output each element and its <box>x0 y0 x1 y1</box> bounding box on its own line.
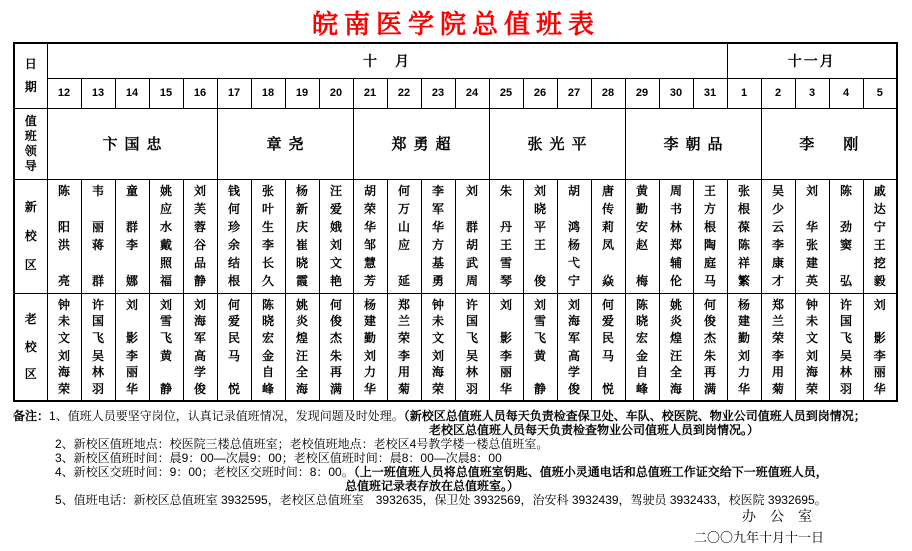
new-campus-row <box>14 179 897 293</box>
signature-date: 二〇〇九年十月十一日 <box>694 530 825 545</box>
date-cell: 13 <box>81 78 115 108</box>
old-campus-day-cell <box>863 293 897 401</box>
duty-person-name: 张 叶 生 <box>261 184 274 234</box>
new-campus-day-cell <box>319 179 353 293</box>
date-row-label <box>14 43 47 108</box>
duty-person-name: 陶 庭 马 <box>703 238 716 288</box>
new-campus-day-cell <box>591 179 625 293</box>
duty-person-name: 窦 弘 <box>839 238 852 288</box>
note-1-bold-text: （新校区总值班人员每天负责检查保卫处、车队、校医院、物业公司值班人员到岗情况； <box>403 409 866 423</box>
note-line-3: 3、新校区值班时间：晨9：00—次晨9：00；老校区值班时间：晨8：00—次晨8：00 <box>55 451 502 465</box>
new-campus-day-cell <box>387 179 421 293</box>
date-cell: 21 <box>353 78 387 108</box>
duty-person-name: 何 爱 民 <box>601 297 614 345</box>
old-campus-day-cell <box>319 293 353 401</box>
duty-person-name: 朱 再 满 <box>703 348 716 396</box>
duty-person-name: 胡 荣 华 <box>363 184 376 234</box>
duty-person-name: 许 国 飞 <box>465 297 478 345</box>
duty-person-name: 吴 少 云 <box>771 184 784 234</box>
old-campus-row <box>14 293 897 401</box>
new-campus-day-cell <box>149 179 183 293</box>
duty-person-name: 王 挖 毅 <box>873 238 886 288</box>
date-cell: 17 <box>217 78 251 108</box>
note-4-text: 4、新校区交班时间：9：00；老校区交班时间：8：00。 <box>55 465 354 479</box>
duty-person-name: 钟 未 文 <box>431 297 444 345</box>
date-cell: 29 <box>625 78 659 108</box>
duty-person-name: 姚 应 水 <box>159 184 172 234</box>
date-cell: 30 <box>659 78 693 108</box>
duty-person-name: 姚 炎 煌 <box>295 297 308 345</box>
date-cell: 16 <box>183 78 217 108</box>
old-campus-day-cell <box>489 293 523 401</box>
duty-person-name: 刘 力 华 <box>737 348 750 396</box>
duty-person-name: 吴 林 羽 <box>465 348 478 396</box>
date-cell: 3 <box>795 78 829 108</box>
duty-person-name: 高 学 俊 <box>567 348 580 396</box>
duty-person-name: 姚 炎 煌 <box>669 297 682 345</box>
duty-person-name: 刘 力 华 <box>363 348 376 396</box>
duty-person-name: 李 用 菊 <box>771 348 784 396</box>
old-campus-day-cell <box>81 293 115 401</box>
leader-name-cell: 卞国忠 <box>47 108 217 179</box>
duty-person-name: 戴 照 福 <box>159 238 172 288</box>
new-campus-day-cell <box>217 179 251 293</box>
date-cell: 31 <box>693 78 727 108</box>
new-campus-day-cell <box>47 179 81 293</box>
new-campus-day-cell <box>81 179 115 293</box>
duty-person-name: 许 国 飞 <box>839 297 852 345</box>
duty-person-name: 陈 晓 宏 <box>635 297 648 345</box>
duty-person-name: 刘 影 <box>125 297 138 345</box>
duty-person-name: 李 用 菊 <box>397 348 410 396</box>
old-campus-row-label-text: 老 校 区 <box>24 312 37 382</box>
new-campus-day-cell <box>795 179 829 293</box>
old-campus-day-cell <box>659 293 693 401</box>
duty-person-name: 李 丽 华 <box>499 348 512 396</box>
old-campus-day-cell <box>455 293 489 401</box>
date-cell: 23 <box>421 78 455 108</box>
duty-person-name: 黄 静 <box>159 348 172 396</box>
duty-person-name: 郑 辅 伦 <box>669 238 682 288</box>
date-cell: 4 <box>829 78 863 108</box>
duty-person-name: 戚 达 宁 <box>873 184 886 234</box>
old-campus-day-cell <box>557 293 591 401</box>
note-4-bold-text: （上一班值班人员将总值班室钥匙、值班小灵通电话和总值班工作证交给下一班值班人员， <box>353 465 828 479</box>
duty-person-name: 李 长 久 <box>261 238 274 288</box>
duty-person-name: 王 俊 <box>533 238 546 288</box>
duty-person-name: 郑 兰 荣 <box>771 297 784 345</box>
note-1-continued: 老校区总值班人员每天负责检查物业公司值班人员到岗情况。） <box>429 423 760 437</box>
duty-person-name: 刘 影 <box>873 297 886 345</box>
note-line-5: 5、值班电话：新校区总值班室 3932595，老校区总值班室 3932635，保卫处 3932569，治安科 3932439，驾驶员 3932433，校医院 3932695。 <box>55 493 827 507</box>
old-campus-day-cell <box>591 293 625 401</box>
duty-person-name: 谷 品 静 <box>193 238 206 288</box>
date-row-label-text: 日 期 <box>24 57 37 95</box>
new-campus-day-cell <box>523 179 557 293</box>
old-campus-row-label <box>14 293 47 401</box>
note-4-continued: 总值班记录表存放在总值班室。） <box>345 479 520 493</box>
duty-person-name: 刘 群 <box>465 184 478 234</box>
duty-person-name: 唐 传 莉 <box>601 184 614 234</box>
new-campus-day-cell <box>115 179 149 293</box>
note-line-2: 2、新校区值班地点：校医院三楼总值班室；老校值班地点：老校区4号教学楼一楼总值班室。 <box>55 437 549 451</box>
date-cell: 5 <box>863 78 897 108</box>
duty-person-name: 刘 文 艳 <box>329 238 342 288</box>
old-campus-day-cell <box>285 293 319 401</box>
duty-person-name: 周 书 林 <box>669 184 682 234</box>
duty-person-name: 杨 建 勤 <box>363 297 376 345</box>
duty-person-name: 刘 海 荣 <box>431 348 444 396</box>
duty-person-name: 刘 华 <box>805 184 818 234</box>
duty-person-name: 马 悦 <box>601 348 614 396</box>
new-campus-day-cell <box>625 179 659 293</box>
duty-person-name: 杨 弋 宁 <box>567 238 580 288</box>
leader-name-cell: 张光平 <box>489 108 625 179</box>
date-cell: 14 <box>115 78 149 108</box>
old-campus-day-cell <box>183 293 217 401</box>
duty-person-name: 崔 晓 霞 <box>295 238 308 288</box>
duty-leaders-row <box>14 108 897 179</box>
duty-person-name: 何 俊 杰 <box>329 297 342 345</box>
new-campus-day-cell <box>285 179 319 293</box>
new-campus-day-cell <box>251 179 285 293</box>
duty-person-name: 黄 静 <box>533 348 546 396</box>
dates-row <box>14 78 897 108</box>
date-cell: 19 <box>285 78 319 108</box>
month-november-cell: 十一月 <box>727 43 897 78</box>
old-campus-day-cell <box>251 293 285 401</box>
new-campus-day-cell <box>693 179 727 293</box>
date-cell: 12 <box>47 78 81 108</box>
duty-person-name: 方 基 勇 <box>431 238 444 288</box>
notes-label: 备注： <box>13 409 50 423</box>
new-campus-day-cell <box>421 179 455 293</box>
date-cell: 25 <box>489 78 523 108</box>
duty-person-name: 何 俊 杰 <box>703 297 716 345</box>
duty-person-name: 金 自 峰 <box>261 348 274 396</box>
old-campus-day-cell <box>761 293 795 401</box>
duty-person-name: 凤 焱 <box>601 238 614 288</box>
new-campus-day-cell <box>353 179 387 293</box>
duty-person-name: 黄 勤 安 <box>635 184 648 234</box>
date-cell: 20 <box>319 78 353 108</box>
new-campus-day-cell <box>829 179 863 293</box>
duty-person-name: 刘 海 荣 <box>805 348 818 396</box>
duty-person-name: 应 延 <box>397 238 410 288</box>
old-campus-day-cell <box>217 293 251 401</box>
old-campus-day-cell <box>795 293 829 401</box>
new-campus-day-cell <box>455 179 489 293</box>
duty-person-name: 胡 武 周 <box>465 238 478 288</box>
duty-person-name: 刘 海 军 <box>567 297 580 345</box>
duty-person-name: 李 丽 华 <box>125 348 138 396</box>
date-cell: 27 <box>557 78 591 108</box>
duty-person-name: 朱 丹 <box>499 184 512 234</box>
new-campus-day-cell <box>727 179 761 293</box>
old-campus-day-cell <box>693 293 727 401</box>
old-campus-day-cell <box>421 293 455 401</box>
note-1-text: 1、值班人员要坚守岗位，认真记录值班情况，发现问题及时处理。 <box>49 409 404 423</box>
old-campus-day-cell <box>115 293 149 401</box>
leader-name-cell: 章尧 <box>217 108 353 179</box>
old-campus-day-cell <box>149 293 183 401</box>
date-cell: 26 <box>523 78 557 108</box>
duty-person-name: 钟 未 文 <box>57 297 70 345</box>
duty-person-name: 童 群 <box>125 184 138 234</box>
leader-name-cell: 李 刚 <box>761 108 897 179</box>
duty-person-name: 金 自 峰 <box>635 348 648 396</box>
new-campus-row-label <box>14 179 47 293</box>
duty-person-name: 刘 海 荣 <box>57 348 70 396</box>
date-cell: 18 <box>251 78 285 108</box>
old-campus-day-cell <box>47 293 81 401</box>
duty-person-name: 陈 劲 <box>839 184 852 234</box>
duty-person-name: 李 军 华 <box>431 184 444 234</box>
duty-person-name: 吴 林 羽 <box>839 348 852 396</box>
old-campus-day-cell <box>353 293 387 401</box>
duty-person-name: 李 康 才 <box>771 238 784 288</box>
old-campus-day-cell <box>387 293 421 401</box>
duty-person-name: 钱 何 珍 <box>227 184 240 234</box>
duty-person-name: 李 丽 华 <box>873 348 886 396</box>
duty-person-name: 刘 雪 飞 <box>533 297 546 345</box>
leader-name-cell: 郑勇超 <box>353 108 489 179</box>
notes-section <box>13 409 910 507</box>
note-line-4 <box>55 465 910 479</box>
duty-person-name: 余 结 根 <box>227 238 240 288</box>
duty-person-name: 汪 爱 娥 <box>329 184 342 234</box>
duty-person-name: 邹 慧 芳 <box>363 238 376 288</box>
duty-person-name: 何 爱 民 <box>227 297 240 345</box>
duty-person-name: 杨 新 庆 <box>295 184 308 234</box>
duty-person-name: 杨 建 勤 <box>737 297 750 345</box>
duty-person-name: 韦 丽 <box>91 184 104 234</box>
month-header-row <box>14 43 897 78</box>
old-campus-day-cell <box>523 293 557 401</box>
new-campus-day-cell <box>183 179 217 293</box>
duty-person-name: 刘 雪 飞 <box>159 297 172 345</box>
new-campus-day-cell <box>761 179 795 293</box>
duty-person-name: 赵 梅 <box>635 238 648 288</box>
leader-row-label-text: 值 班 领 导 <box>24 113 37 174</box>
duty-person-name: 汪 全 海 <box>295 348 308 396</box>
new-campus-day-cell <box>659 179 693 293</box>
old-campus-day-cell <box>727 293 761 401</box>
new-campus-day-cell <box>863 179 897 293</box>
duty-person-name: 刘 芙 蓉 <box>193 184 206 234</box>
duty-person-name: 陈 阳 <box>57 184 70 234</box>
date-cell: 1 <box>727 78 761 108</box>
duty-person-name: 钟 未 文 <box>805 297 818 345</box>
duty-person-name: 朱 再 满 <box>329 348 342 396</box>
duty-person-name: 高 学 俊 <box>193 348 206 396</box>
duty-person-name: 刘 影 <box>499 297 512 345</box>
date-cell: 24 <box>455 78 489 108</box>
signature-office: 办 公 室 <box>742 508 812 524</box>
month-october-cell: 十 月 <box>47 43 727 78</box>
duty-person-name: 蒋 群 <box>91 238 104 288</box>
duty-person-name: 汪 全 海 <box>669 348 682 396</box>
duty-person-name: 马 悦 <box>227 348 240 396</box>
duty-roster-table <box>13 42 898 402</box>
duty-person-name: 吴 林 羽 <box>91 348 104 396</box>
date-cell: 15 <box>149 78 183 108</box>
leader-row-label <box>14 108 47 179</box>
page-title: 皖南医学院总值班表 <box>311 9 600 39</box>
duty-person-name: 许 国 飞 <box>91 297 104 345</box>
date-cell: 22 <box>387 78 421 108</box>
duty-person-name: 李 娜 <box>125 238 138 288</box>
duty-person-name: 郑 兰 荣 <box>397 297 410 345</box>
duty-person-name: 刘 晓 平 <box>533 184 546 234</box>
date-cell: 28 <box>591 78 625 108</box>
leader-name-cell: 李朝品 <box>625 108 761 179</box>
new-campus-day-cell <box>557 179 591 293</box>
duty-person-name: 陈 祥 繁 <box>737 238 750 288</box>
old-campus-day-cell <box>625 293 659 401</box>
duty-person-name: 王 雪 琴 <box>499 238 512 288</box>
note-line-1 <box>13 409 910 423</box>
duty-person-name: 张 建 英 <box>805 238 818 288</box>
date-cell: 2 <box>761 78 795 108</box>
new-campus-day-cell <box>489 179 523 293</box>
duty-person-name: 刘 海 军 <box>193 297 206 345</box>
duty-person-name: 张 根 葆 <box>737 184 750 234</box>
duty-person-name: 胡 鸿 <box>567 184 580 234</box>
duty-person-name: 王 方 根 <box>703 184 716 234</box>
old-campus-day-cell <box>829 293 863 401</box>
duty-person-name: 何 万 山 <box>397 184 410 234</box>
duty-person-name: 洪 亮 <box>57 238 70 288</box>
new-campus-row-label-text: 新 校 区 <box>24 200 37 272</box>
duty-person-name: 陈 晓 宏 <box>261 297 274 345</box>
